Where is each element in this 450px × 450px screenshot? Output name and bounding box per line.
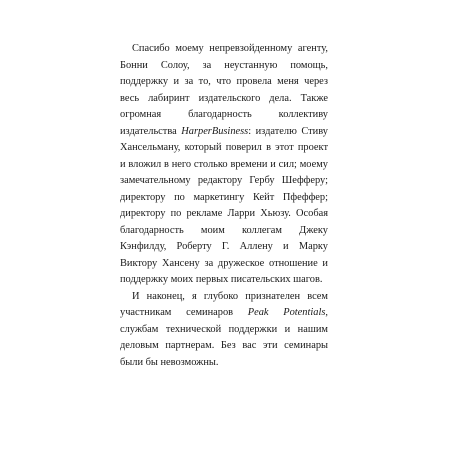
- publisher-name: HarperBusiness: [181, 125, 249, 137]
- acknowledgements-text: [120, 41, 328, 371]
- seminar-name: Peak Potentials: [247, 307, 326, 318]
- paragraph-1-text-2: : издателю Стиву Хансельману, который поверил в этот проект и вложил в него столько времени и сил; моему замечательному редактору Гербу Шефферу; директору по маркетингу Кейт Пфеффер; директору по рекламе Ларри Хьюзу. Особая благодарность моим коллегам Джеку Кэнфилду, Роберту Г. Аллену и Марку Виктору Хансену за дружеское отношение и поддержку моих первых писательских шагов.: [120, 125, 328, 285]
- paragraph-2-text-1: И наконец, я глубоко признателен всем участникам семинаров: [120, 290, 328, 318]
- paragraph-2-text-2: , службам технической поддержки и нашим деловым партнерам. Без вас эти семинары были бы невозможны.: [120, 307, 328, 368]
- paragraph-1: [120, 41, 328, 289]
- paragraph-2: [120, 289, 328, 372]
- paragraph-1-text-1: Спасибо моему непревзойденному агенту, Бонни Солоу, за неустанную помощь, поддержку и за то, что провела меня через весь лабиринт издательского дела. Также огромная благодарность коллективу издательства: [120, 43, 328, 137]
